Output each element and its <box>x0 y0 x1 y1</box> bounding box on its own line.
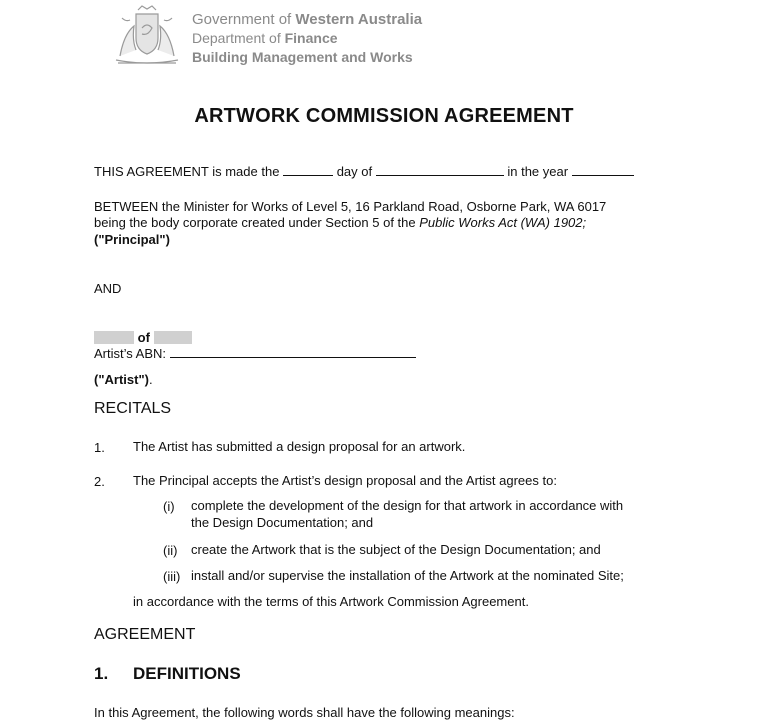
section-number: 1. <box>94 664 109 683</box>
section-title: DEFINITIONS <box>133 664 241 683</box>
subitem-text: create the Artwork that is the subject of the Design Documentation; and <box>191 542 601 557</box>
subitem-text: the Design Documentation; and <box>191 515 374 530</box>
letterhead-text <box>192 10 422 67</box>
agreement-date-line: THIS AGREEMENT is made the day of in the year <box>94 164 634 180</box>
artist-abn-line: Artist’s ABN: <box>94 346 416 362</box>
letterhead-division: Building Management and Works <box>192 49 413 65</box>
day-blank <box>283 164 333 176</box>
abn-blank <box>170 346 416 358</box>
redacted-artist-address <box>154 331 192 344</box>
recitals-heading: RECITALS <box>94 400 172 417</box>
redacted-artist-name <box>94 331 134 344</box>
subitem-number: (iii) <box>163 569 181 584</box>
subitem-text: install and/or supervise the installation of the Artwork at the nominated Site; <box>191 568 624 583</box>
subitem-number: (i) <box>163 499 175 514</box>
recital-text: The Artist has submitted a design proposal for an artwork. <box>133 439 466 454</box>
document-title: ARTWORK COMMISSION AGREEMENT <box>194 105 574 127</box>
year-blank <box>572 164 634 176</box>
and-label: AND <box>94 281 122 296</box>
agreement-heading: AGREEMENT <box>94 626 196 643</box>
letterhead-government: Government of Western Australia <box>192 11 423 28</box>
principal-label: ("Principal") <box>94 232 170 247</box>
artist-name-line: of <box>94 330 192 346</box>
recitals-closing: in accordance with the terms of this Artwork Commission Agreement. <box>133 594 529 609</box>
letterhead-department: Department of Finance <box>192 30 338 46</box>
recital-number: 2. <box>94 474 105 489</box>
subitem-text: complete the development of the design for that artwork in accordance with <box>191 498 624 513</box>
between-line-2: being the body corporate created under Section 5 of the Public Works Act (WA) 1902; <box>94 215 587 230</box>
wa-coat-of-arms-icon <box>112 4 182 66</box>
subitem-number: (ii) <box>163 543 178 558</box>
artist-label: ("Artist"). <box>94 372 153 387</box>
recital-number: 1. <box>94 440 105 455</box>
between-line-1: BETWEEN the Minister for Works of Level 5, 16 Parkland Road, Osborne Park, WA 6017 <box>94 199 607 214</box>
definitions-intro: In this Agreement, the following words shall have the following meanings: <box>94 705 515 720</box>
letterhead <box>112 4 472 70</box>
recital-text: The Principal accepts the Artist’s design proposal and the Artist agrees to: <box>133 473 557 488</box>
month-blank <box>376 164 504 176</box>
